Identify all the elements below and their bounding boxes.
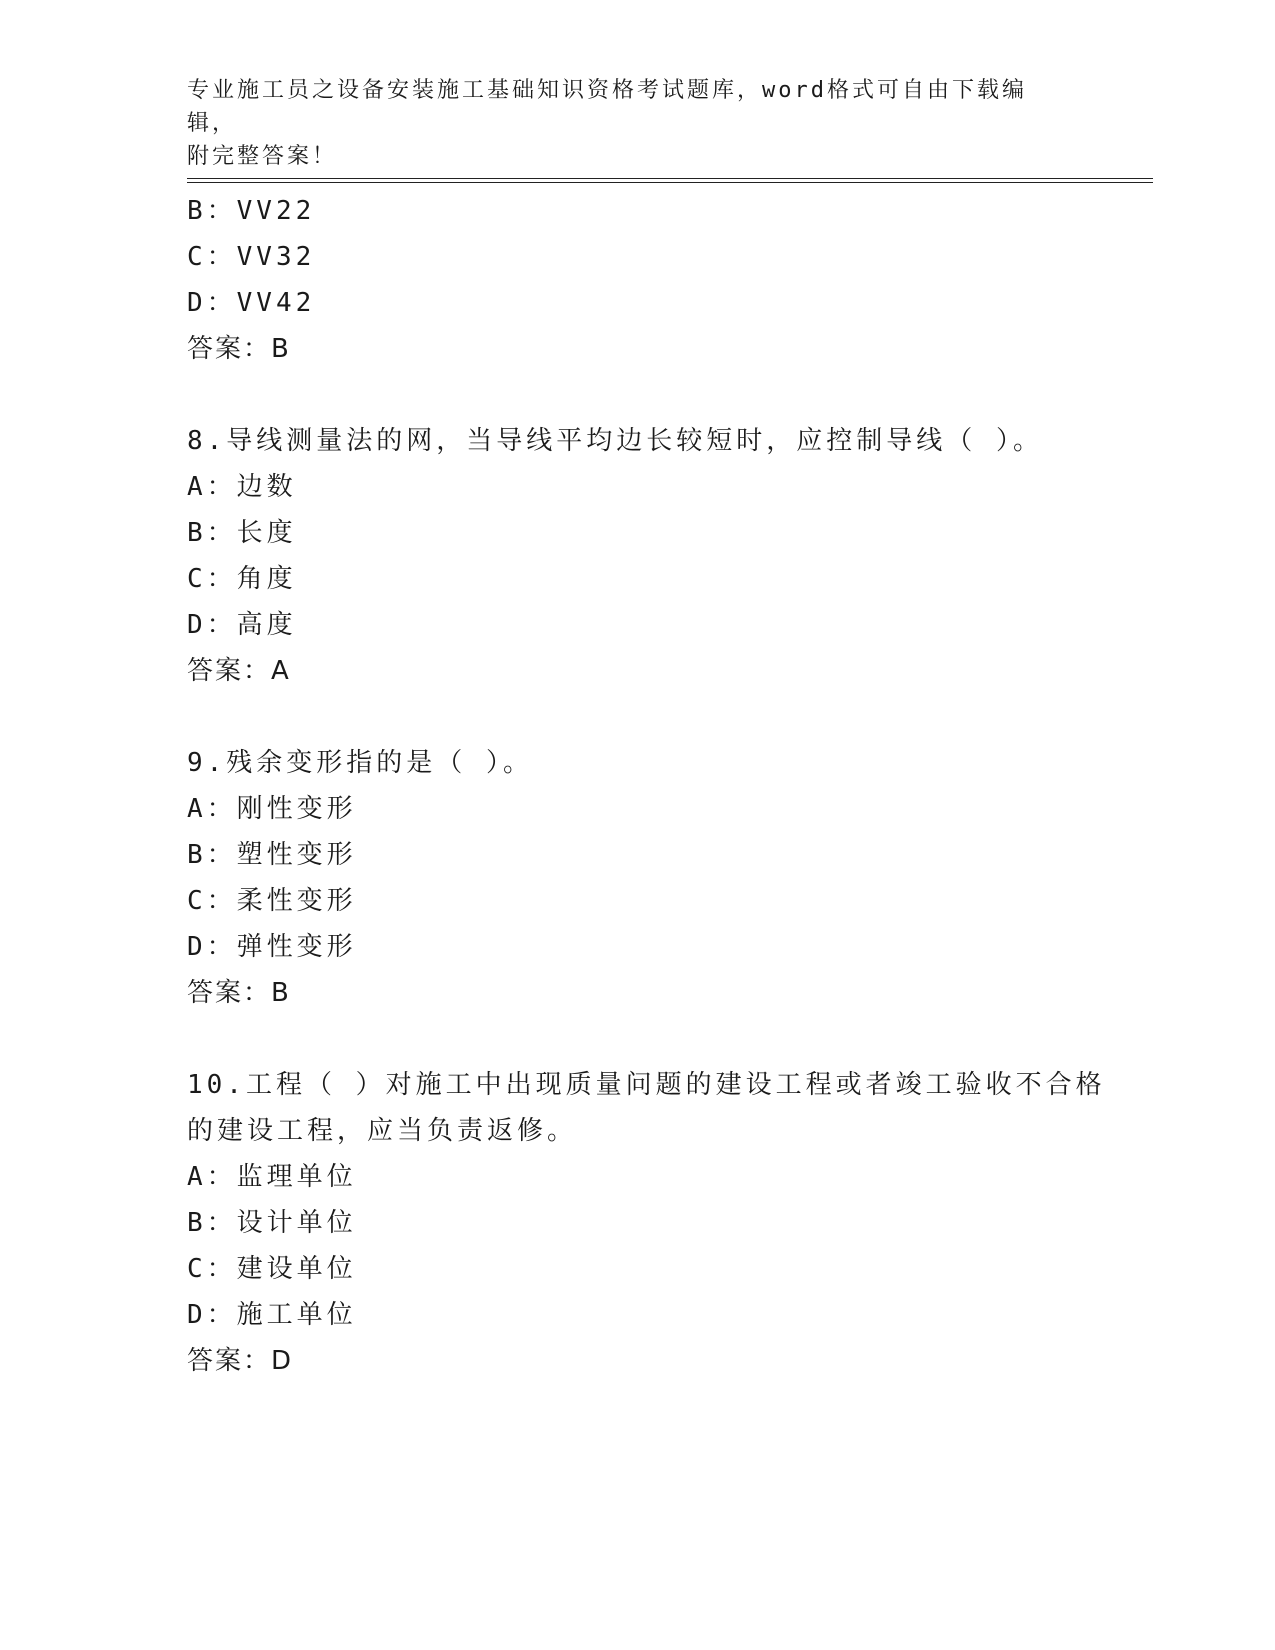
question-stem-line-1: 10.工程（ ）对施工中出现质量问题的建设工程或者竣工验收不合格 [187,1070,1106,1100]
answer: 答案：A [187,656,291,686]
question-9 [187,740,1087,1016]
option-c: C：建设单位 [187,1254,357,1284]
option-a: A：刚性变形 [187,794,357,824]
question-10 [187,1062,1106,1384]
option-d: D：施工单位 [187,1300,357,1330]
option-a: A：监理单位 [187,1162,357,1192]
answer: 答案：B [187,978,291,1008]
question-stem-line-2: 的建设工程，应当负责返修。 [187,1116,578,1146]
answer: 答案：B [187,334,291,364]
spacer [187,694,1087,740]
question-list [187,188,1106,1384]
question-stem: 8.导线测量法的网，当导线平均边长较短时，应控制导线（ ）。 [187,426,1043,456]
option-b: B：塑性变形 [187,840,357,870]
header-line-2: 附完整答案！ [187,144,338,169]
option-c: C：角度 [187,564,297,594]
option-b: B：长度 [187,518,297,548]
question-stem: 9.残余变形指的是（ ）。 [187,748,533,778]
option-c: C：VV32 [187,242,316,272]
document-header [187,74,1067,173]
answer: 答案：D [187,1346,294,1376]
option-c: C：柔性变形 [187,886,357,916]
option-a: A：边数 [187,472,297,502]
option-d: D：高度 [187,610,297,640]
option-b: B：设计单位 [187,1208,357,1238]
question-8 [187,418,1087,694]
header-line-1: 专业施工员之设备安装施工基础知识资格考试题库，word格式可自由下载编辑， [187,78,1027,136]
question-7-tail [187,188,1087,372]
spacer [187,1016,1087,1062]
option-b: B：VV22 [187,196,316,226]
header-divider [187,178,1153,183]
option-d: D：VV42 [187,288,316,318]
spacer [187,372,1087,418]
option-d: D：弹性变形 [187,932,357,962]
